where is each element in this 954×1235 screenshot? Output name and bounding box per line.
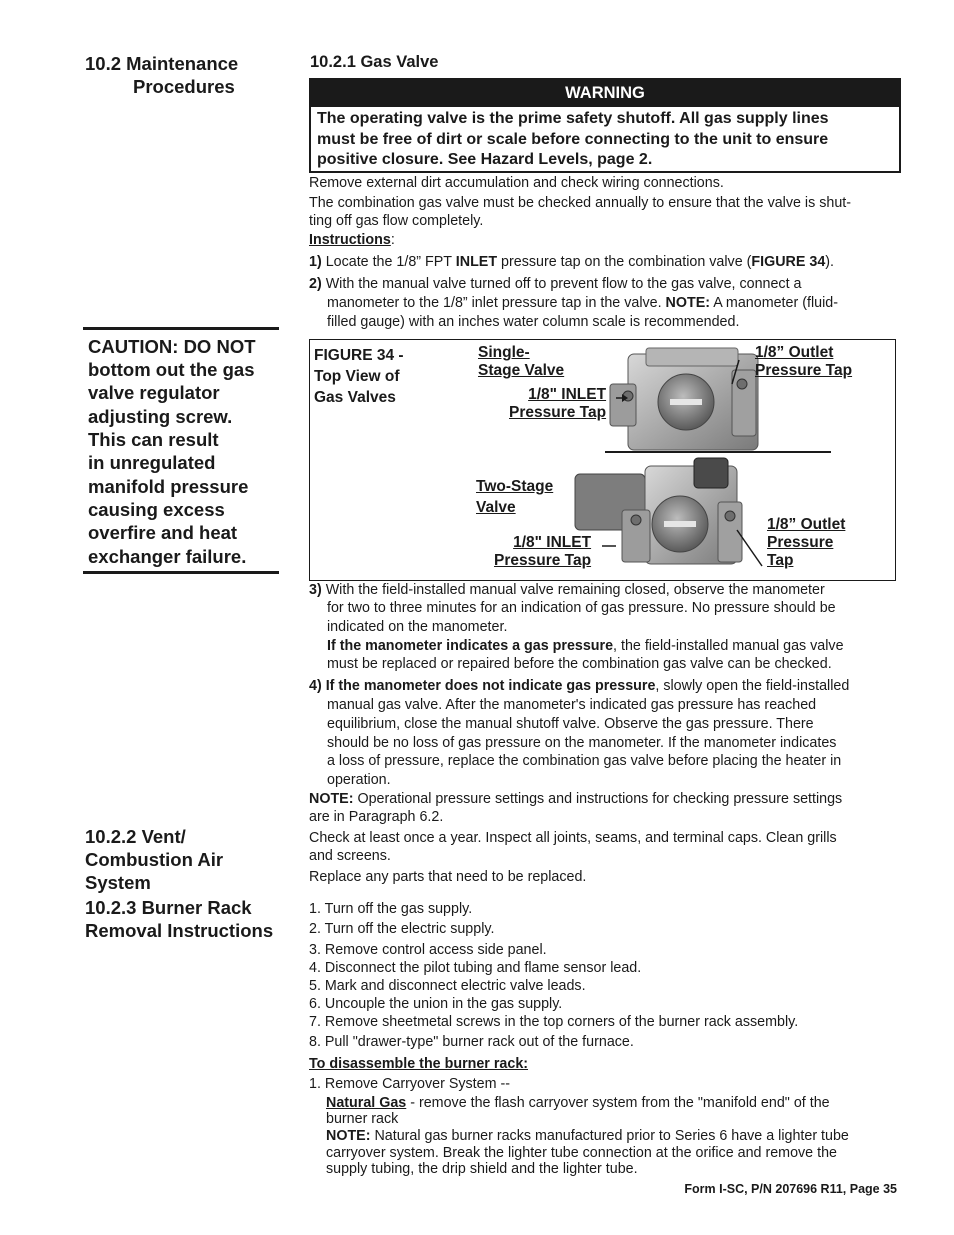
step-4-line: a loss of pressure, replace the combination gas valve before placing the heater in: [327, 753, 842, 769]
paragraph: Remove external dirt accumulation and check wiring connections.: [309, 175, 724, 191]
vent-heading: 10.2.2 Vent/ Combustion Air System: [85, 826, 224, 893]
figure-34: [309, 339, 896, 581]
warning-line: The operating valve is the prime safety shutoff. All gas supply lines: [317, 110, 829, 127]
outlet-pressure-tap-label: 1/8” Outlet Pressure Tap: [767, 516, 846, 569]
warning-line: must be free of dirt or scale before connecting to the unit to ensure: [317, 131, 829, 148]
note-line: carryover system. Break the lighter tube connection at the orifice and remove the: [326, 1145, 837, 1161]
single-stage-valve-label: Single- Stage Valve: [478, 344, 565, 379]
step-3: 3) With the field-installed manual valve remaining closed, observe the manometer: [309, 582, 825, 598]
caution-line: exchanger failure.: [88, 546, 247, 567]
note-line: supply tubing, the drip shield and the lighter tube.: [326, 1161, 638, 1177]
two-stage-valve-label: Two-Stage Valve: [476, 478, 554, 516]
step-3-line: indicated on the manometer.: [327, 619, 508, 635]
caution-line: in unregulated: [88, 452, 216, 473]
vent-paragraph: and screens.: [309, 848, 391, 864]
burner-heading: 10.2.3 Burner Rack Removal Instructions: [85, 897, 274, 941]
list-item: 6. Uncouple the union in the gas supply.: [309, 996, 563, 1012]
note-line: are in Paragraph 6.2.: [309, 809, 444, 825]
paragraph: ting off gas flow completely.: [309, 213, 484, 229]
section-title: 10.2 Maintenance Procedures: [85, 53, 239, 97]
vent-paragraph: Replace any parts that need to be replaced.: [309, 869, 587, 885]
step-2: 2) With the manual valve turned off to prevent flow to the gas valve, connect a: [309, 276, 802, 292]
list-item: 8. Pull "drawer-type" burner rack out of the furnace.: [309, 1034, 634, 1050]
two-stage-valve-image: [575, 458, 742, 564]
single-stage-valve-image: [610, 348, 758, 450]
step-4-line: should be no loss of gas pressure on the manometer. If the manometer indicates: [327, 735, 837, 751]
list-item: 2. Turn off the electric supply.: [309, 921, 495, 937]
caution-line: This can result: [88, 429, 219, 450]
caution-line: manifold pressure: [88, 476, 249, 497]
step-4: 4) If the manometer does not indicate gas pressure, slowly open the field-installed: [309, 678, 850, 694]
step-1: 1) Locate the 1/8” FPT INLET pressure tap on the combination valve (FIGURE 34).: [309, 254, 835, 270]
step-4-line: manual gas valve. After the manometer's indicated gas pressure has reached: [327, 697, 817, 713]
step-4-line: equilibrium, close the manual shutoff valve. Observe the gas pressure. There: [327, 716, 814, 732]
caution-box: [83, 327, 279, 574]
inlet-pressure-tap-label: 1/8" INLET Pressure Tap: [509, 386, 607, 421]
caution-line: bottom out the gas: [88, 359, 255, 380]
step-4-line: operation.: [327, 772, 391, 788]
caution-line: CAUTION: DO NOT: [88, 336, 256, 357]
inlet-pressure-tap-label: 1/8" INLET Pressure Tap: [494, 534, 592, 569]
instructions-label: Instructions:: [309, 232, 395, 248]
list-item: 1. Remove Carryover System --: [309, 1076, 510, 1092]
list-item: 5. Mark and disconnect electric valve leads.: [309, 978, 586, 994]
warning-box: [309, 78, 901, 173]
caution-line: causing excess: [88, 499, 225, 520]
step-3-line: If the manometer indicates a gas pressure, the field-installed manual gas valve: [327, 638, 844, 654]
vent-paragraph: Check at least once a year. Inspect all joints, seams, and terminal caps. Clean grills: [309, 830, 837, 846]
note: NOTE: Operational pressure settings and instructions for checking pressure settings: [309, 791, 843, 807]
step-2-line: manometer to the 1/8” inlet pressure tap in the valve. NOTE: A manometer (fluid-: [327, 295, 838, 311]
warning-line: positive closure. See Hazard Levels, page 2.: [317, 151, 653, 168]
step-3-line: for two to three minutes for an indication of gas pressure. No pressure should be: [327, 600, 836, 616]
paragraph: The combination gas valve must be checked annually to ensure that the valve is shut-: [309, 195, 851, 211]
note: NOTE: Natural gas burner racks manufactured prior to Series 6 have a lighter tube: [326, 1128, 849, 1144]
list-item: 4. Disconnect the pilot tubing and flame sensor lead.: [309, 960, 642, 976]
step-3-line: must be replaced or repaired before the combination gas valve can be checked.: [327, 656, 832, 672]
gas-valve-heading: 10.2.1 Gas Valve: [310, 53, 439, 71]
page-footer: Form I-SC, P/N 207696 R11, Page 35: [684, 1182, 897, 1196]
figure-caption: FIGURE 34 - Top View of Gas Valves: [314, 347, 404, 406]
natural-gas-line: Natural Gas - remove the flash carryover system from the "manifold end" of the: [326, 1095, 830, 1111]
list-item: 3. Remove control access side panel.: [309, 942, 547, 958]
caution-line: adjusting screw.: [88, 406, 233, 427]
list-item: 7. Remove sheetmetal screws in the top corners of the burner rack assembly.: [309, 1014, 799, 1030]
list-item: 1. Turn off the gas supply.: [309, 901, 473, 917]
warning-title: WARNING: [311, 80, 899, 107]
disassemble-heading: To disassemble the burner rack:: [309, 1056, 529, 1072]
outlet-pressure-tap-label: 1/8” Outlet Pressure Tap: [755, 344, 853, 379]
natural-gas-line: burner rack: [326, 1111, 399, 1127]
step-2-line: filled gauge) with an inches water column scale is recommended.: [327, 314, 740, 330]
caution-line: valve regulator: [88, 382, 220, 403]
caution-line: overfire and heat: [88, 522, 238, 543]
